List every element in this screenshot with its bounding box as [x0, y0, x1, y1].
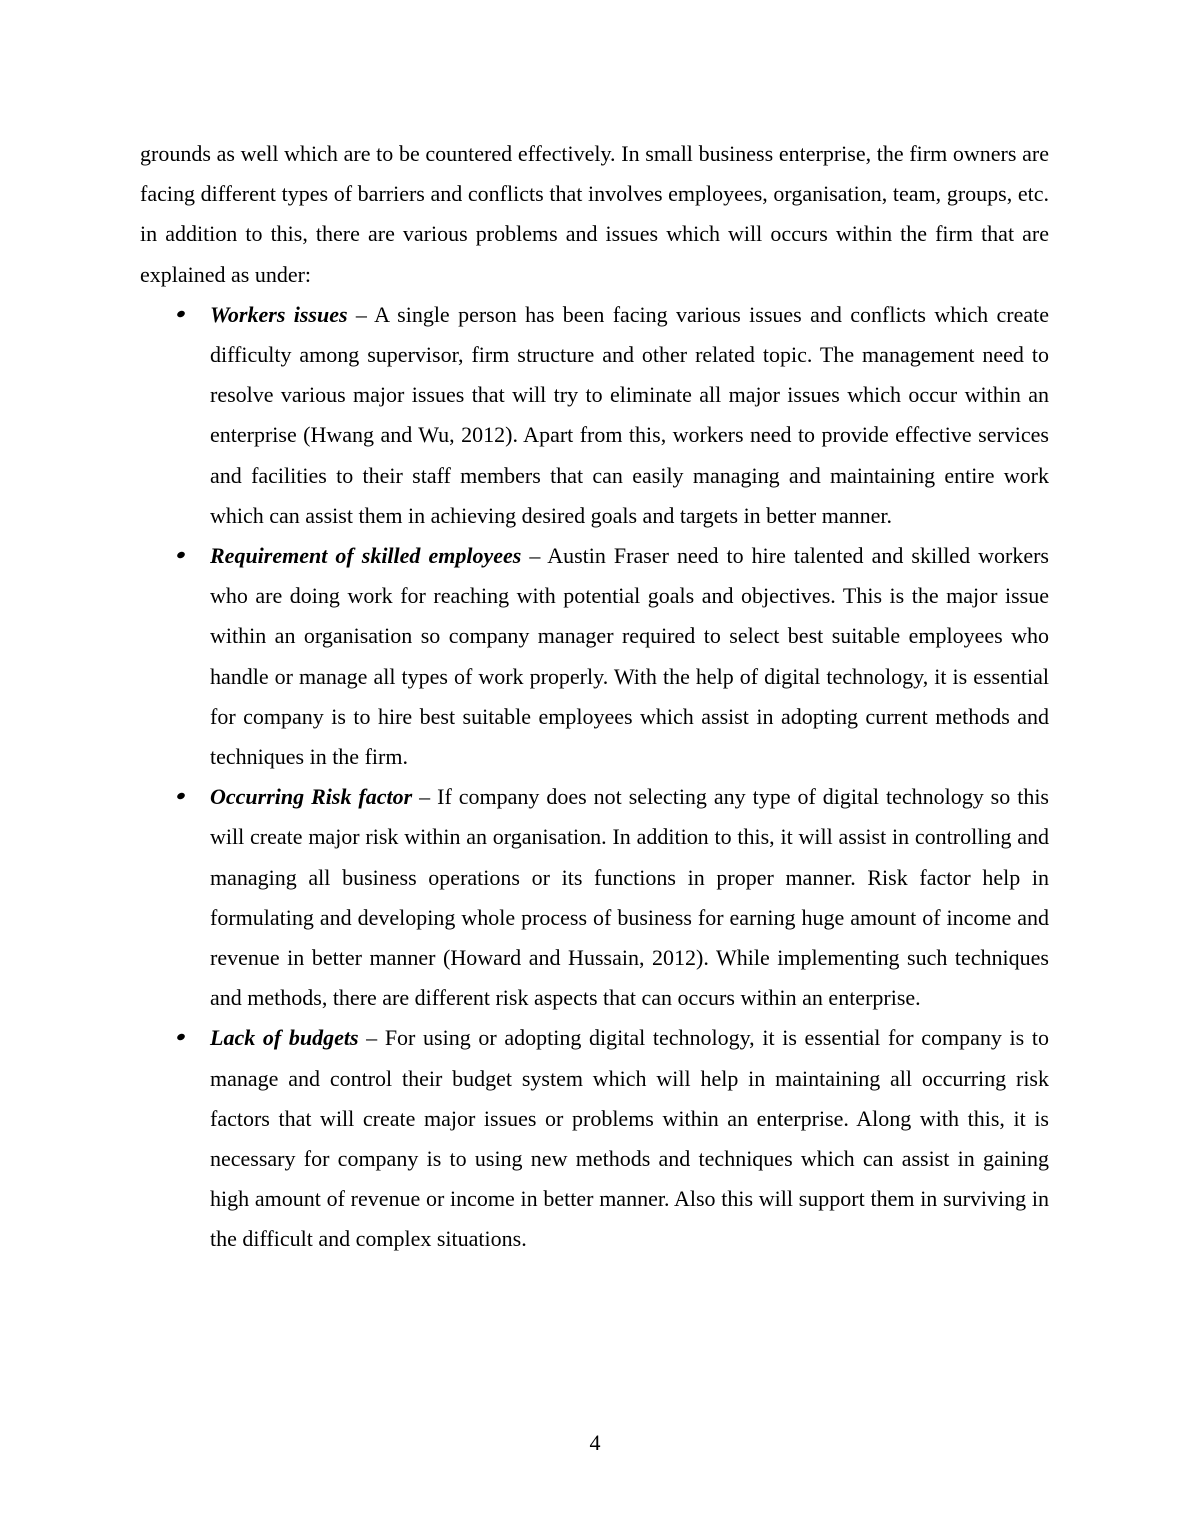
- bullet-text: – A single person has been facing various issues and conflicts which create difficulty among supervisor, firm structure and other related topic. The management need to resolve various major issues that will try to eliminate all major issues which occur within an enterprise (Hwang and Wu, 2012). Apart from this, workers need to provide effective services and facilities to their staff members that can easily managing and maintaining entire work which can assist them in achieving desired goals and targets in better manner.: [210, 301, 1050, 528]
- bullet-icon: [176, 309, 186, 318]
- document-body: [140, 134, 1049, 1260]
- bullet-item-lack-of-budgets: [140, 1018, 1049, 1259]
- bullet-icon: [176, 792, 186, 801]
- intro-paragraph: grounds as well which are to be countered effectively. In small business enterprise, the firm owners are facing different types of barriers and conflicts that involves employees, organisation, team, groups, etc. in addition to this, there are various problems and issues which will occurs within the firm that are explained as under:: [140, 141, 1049, 287]
- bullet-text: – If company does not selecting any type of digital technology so this will create major risk within an organisation. In addition to this, it will assist in controlling and managing all business operations or its functions in proper manner. Risk factor help in formulating and developing whole process of business for earning huge amount of income and revenue in better manner (Howard and Hussain, 2012). While implementing such techniques and methods, there are different risk aspects that can occurs within an enterprise.: [210, 784, 1049, 1011]
- bullet-icon: [176, 551, 186, 560]
- bullet-term: Lack of budgets: [210, 1025, 359, 1051]
- page-number: 4: [589, 1430, 601, 1455]
- bullet-term: Occurring Risk factor: [210, 784, 413, 810]
- bullet-item-skilled-employees: [140, 536, 1049, 777]
- bullet-text: – For using or adopting digital technology, it is essential for company is to manage and control their budget system which will help in maintaining all occurring risk factors that will create major issues or problems within an enterprise. Along with this, it is necessary for company is to using new methods and techniques which can assist in gaining high amount of revenue or income in better manner. Also this will support them in surviving in the difficult and complex situations.: [210, 1025, 1049, 1252]
- bullet-term: Workers issues: [210, 301, 348, 327]
- issues-bullet-list: [140, 295, 1049, 1260]
- bullet-icon: [176, 1033, 186, 1042]
- bullet-text: – Austin Fraser need to hire talented and skilled workers who are doing work for reaching with potential goals and objectives. This is the major issue within an organisation so company manager required to select best suitable employees who handle or manage all types of work properly. With the help of digital technology, it is essential for company is to hire best suitable employees which assist in adopting current methods and techniques in the firm.: [210, 543, 1049, 770]
- bullet-item-workers-issues: [140, 295, 1049, 536]
- bullet-term: Requirement of skilled employees: [210, 543, 522, 569]
- bullet-item-risk-factor: [140, 777, 1049, 1018]
